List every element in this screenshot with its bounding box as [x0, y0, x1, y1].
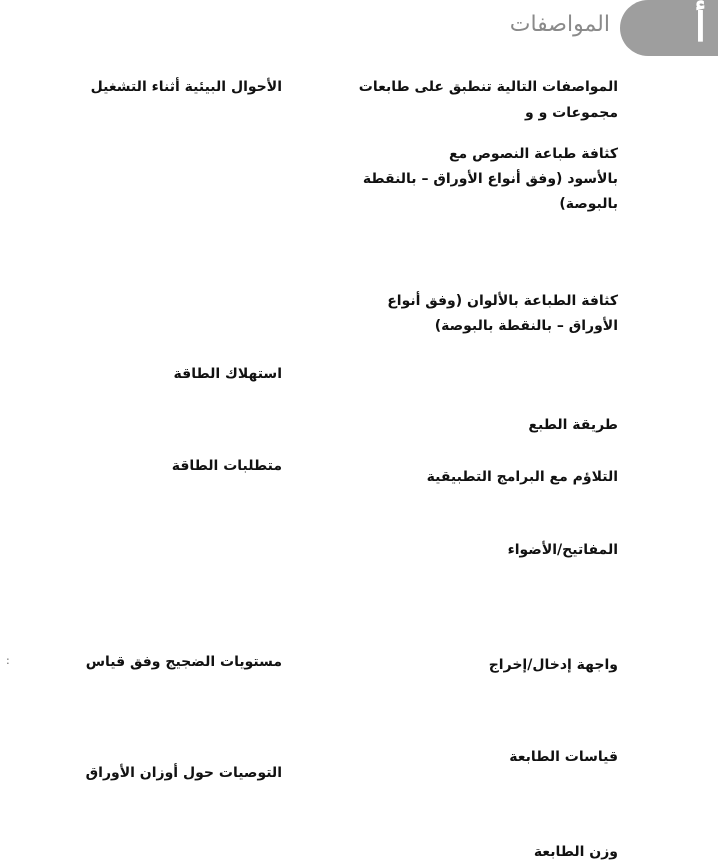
section-letter: أ [694, 4, 706, 51]
spec-label-keys-lights: المفاتيح/الأضواء [507, 542, 618, 558]
page-title: المواصفات [509, 12, 610, 37]
spec-label-color-density: كثافة الطباعة بالألوان (وفق أنواع [387, 293, 618, 309]
spec-label-power-consumption: استهلاك الطاقة [173, 366, 282, 382]
spec-label-color-density-line2: الأوراق – بالنقطة بالبوصة) [434, 318, 618, 334]
spec-label-power-requirements: متطلبات الطاقة [171, 458, 282, 474]
spec-label-print-method: طريقة الطبع [528, 417, 618, 433]
spec-label-groups-line: مجموعات و و [525, 105, 618, 121]
spec-label-black-density-line2: بالأسود (وفق أنواع الأوراق – بالنقطة [362, 171, 618, 187]
spec-label-printer-weight: وزن الطابعة [533, 844, 618, 860]
section-letter-badge [620, 0, 718, 56]
spec-label-black-density: كثافة طباعة النصوص مع [448, 146, 618, 162]
spec-label-software-compat: التلاؤم مع البرامج التطبيقية [426, 469, 618, 485]
spec-label-paper-weights: التوصيات حول أوزان الأوراق [85, 765, 282, 781]
spec-label-printer-dimensions: قياسات الطابعة [509, 749, 618, 765]
margin-mark: : [6, 654, 10, 667]
spec-label-noise-levels: مستويات الضجيج وفق قياس [85, 654, 282, 670]
spec-label-black-density-line3: بالبوصة) [559, 196, 618, 212]
spec-label-printers-applicable: المواصفات التالية تنطبق على طابعات [358, 79, 618, 95]
spec-label-io-interface: واجهة إدخال/إخراج [488, 657, 618, 673]
spec-label-operating-env: الأحوال البيئية أثناء التشغيل [90, 79, 282, 95]
